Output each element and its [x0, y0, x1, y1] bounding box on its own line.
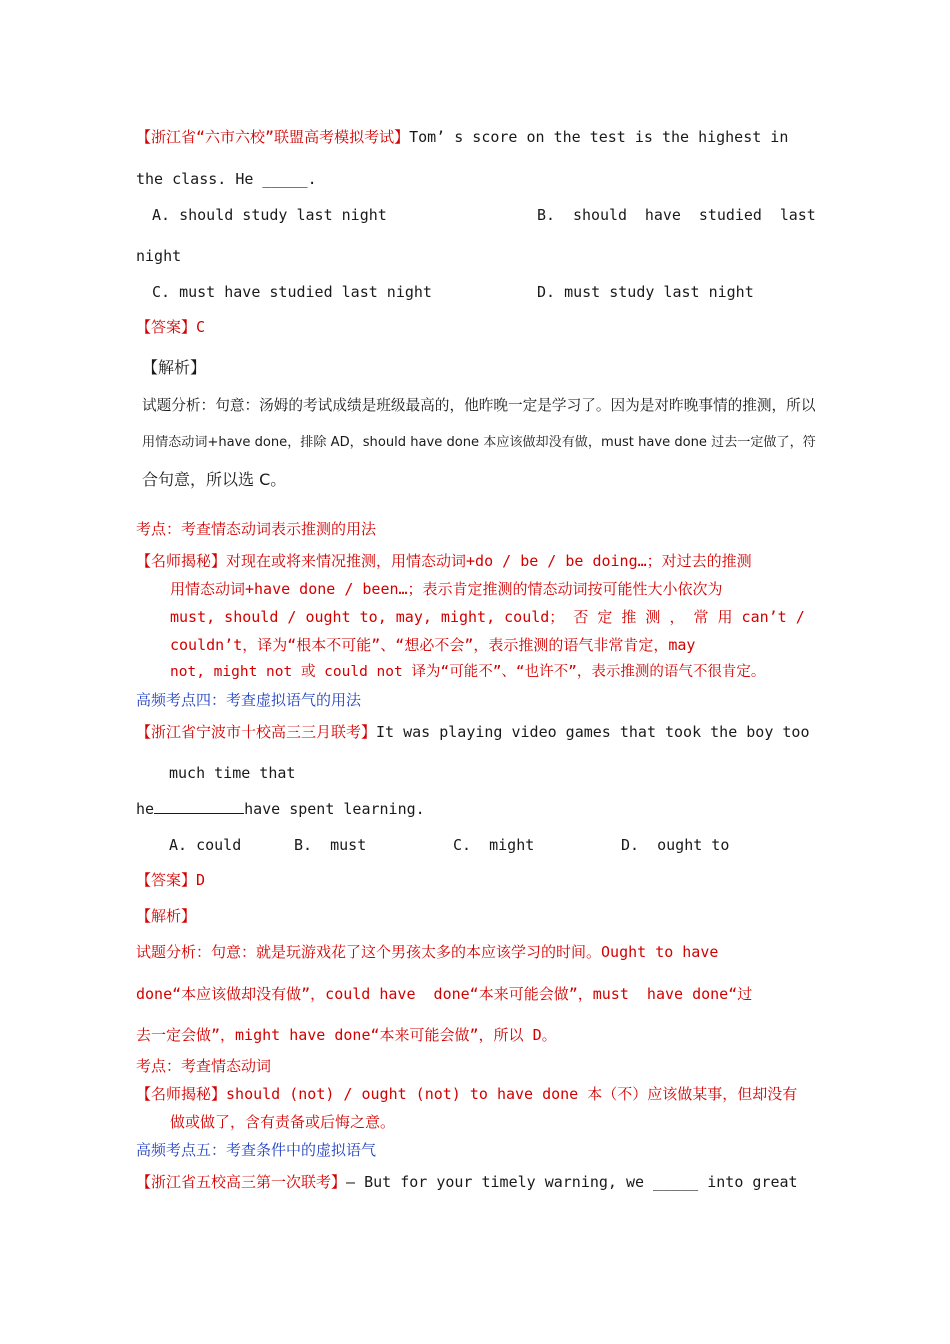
q2-option-b: B. must	[294, 836, 367, 854]
q1-kaodian: 考点：考查情态动词表示推测的用法	[136, 520, 377, 538]
q1-tip-4: couldn’t，译为“根本不可能”、“想必不会”，表示推测的语气非常肯定，may	[170, 636, 696, 654]
q2-stem-line-3	[136, 799, 425, 819]
q1-option-c: C. must have studied last night	[152, 283, 432, 301]
section-4-heading: 高频考点四：考查虚拟语气的用法	[136, 691, 362, 709]
q1-stem-line-1	[136, 127, 788, 147]
q2-stem-a: It was playing video games that took the boy too	[376, 723, 810, 741]
q1-option-d: D. must study last night	[537, 283, 754, 301]
q2-kaodian: 考点：考查情态动词	[136, 1057, 272, 1075]
q2-answer-tag: 【答案】	[136, 871, 197, 889]
q1-tip-5: not, might not 或 could not 译为“可能不”、“也许不”，表示推测的语气不很肯定。	[170, 664, 766, 680]
q1-option-a: A. should study last night	[152, 206, 387, 224]
q1-tip-tag: 【名师揭秘】	[136, 552, 227, 570]
q1-stem-b: the class. He _____.	[136, 170, 317, 188]
q1-stem-a: Tom’ s score on the test is the highest in	[409, 128, 789, 146]
q2-stem-b: much time that	[169, 764, 296, 782]
q3-source: 【浙江省五校高三第一次联考】	[136, 1173, 347, 1191]
q1-answer	[136, 317, 205, 337]
q3-stem-a: — But for your timely warning, we _____ into great	[346, 1173, 798, 1191]
q1-tip-3: must, should / ought to, may, might, could； 否 定 推 测 ， 常 用 can’t /	[170, 608, 805, 626]
q2-stem-line-1	[136, 722, 810, 742]
q2-analysis-1: 试题分析：句意：就是玩游戏花了这个男孩太多的本应该学习的时间。Ought to have	[136, 943, 719, 961]
q2-option-c: C. might	[453, 836, 535, 854]
q1-answer-value: C	[196, 318, 206, 336]
q2-tip-tag: 【名师揭秘】	[136, 1085, 227, 1103]
q1-answer-tag: 【答案】	[136, 318, 197, 336]
q2-option-d: D. ought to	[621, 836, 730, 854]
q1-tip-1: 对现在或将来情况推测，用情态动词+do / be / be doing…；对过去的推测	[226, 552, 752, 570]
q1-analysis-1: 试题分析：句意：汤姆的考试成绩是班级最高的，他昨晚一定是学习了。因为是对昨晚事情的推测，所以	[142, 397, 816, 414]
q1-analysis-2: 用情态动词+have done，排除 AD，should have done 本应该做却没有做，must have done 过去一定做了，符	[142, 435, 816, 450]
q2-source: 【浙江省宁波市十校高三三月联考】	[136, 723, 377, 741]
q1-source: 【浙江省“六市六校”联盟高考模拟考试】	[136, 128, 410, 146]
q1-analysis-tag: 【解析】	[142, 358, 207, 377]
q3-stem-line-1	[136, 1172, 798, 1192]
q2-answer	[136, 870, 205, 890]
q1-analysis-3: 合句意，所以选 C。	[142, 470, 287, 489]
q2-tip-line-1	[136, 1084, 797, 1104]
q2-blank	[154, 799, 244, 814]
q2-option-a: A. could	[169, 836, 242, 854]
q2-analysis-3: 去一定会做”，might have done“本来可能会做”，所以 D。	[136, 1026, 557, 1044]
q2-stem-c-pre: he	[136, 800, 155, 818]
q2-answer-value: D	[196, 871, 206, 889]
q2-stem-c-post: have spent learning.	[244, 800, 425, 818]
q1-tip-2: 用情态动词+have done / been…；表示肯定推测的情态动词按可能性大小依次为	[170, 580, 723, 598]
q1-tip-line-1	[136, 551, 752, 571]
section-5-heading: 高频考点五：考查条件中的虚拟语气	[136, 1141, 377, 1159]
q2-tip-2: 做或做了，含有责备或后悔之意。	[170, 1113, 396, 1131]
q2-tip-1: should (not) / ought (not) to have done 本（不）应该做某事，但却没有	[226, 1085, 798, 1103]
q1-option-b: B. should have studied last	[537, 206, 816, 224]
q1-option-b-cont: night	[136, 247, 182, 265]
q2-analysis-2: done“本应该做却没有做”，could have done“本来可能会做”，must have done“过	[136, 985, 753, 1003]
q2-analysis-tag: 【解析】	[136, 907, 197, 925]
